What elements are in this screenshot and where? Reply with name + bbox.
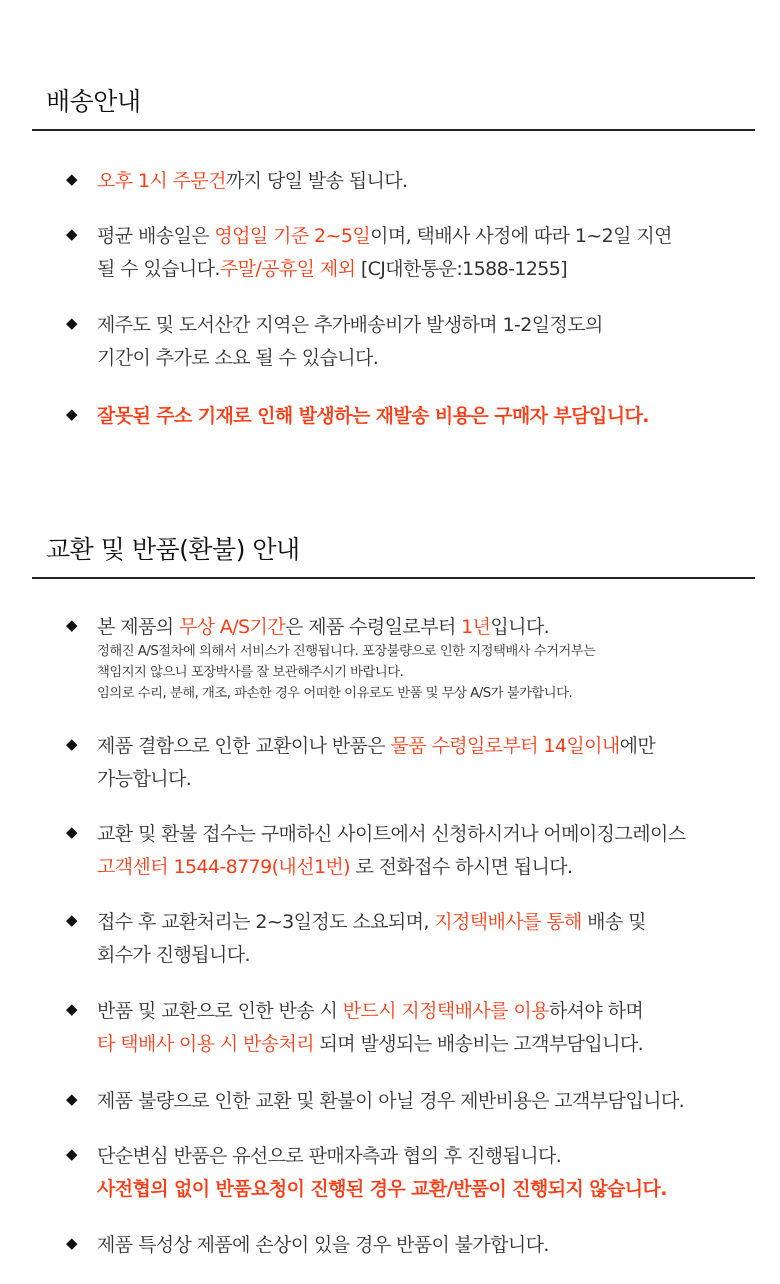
diamond-bullet-icon: ◆ — [66, 225, 78, 243]
item-text: 교환 및 환불 접수는 구매하신 사이트에서 신청하시거나 어메이징그레이스 — [97, 823, 686, 845]
item-text: 본 제품의 — [97, 616, 179, 638]
highlight-text: 지정택배사를 통해 — [434, 911, 582, 933]
returns-item-6 — [66, 1085, 746, 1118]
item-text: 배송 및 — [581, 911, 646, 933]
returns-item-8 — [66, 1229, 746, 1262]
shipping-item-2 — [66, 220, 746, 286]
shipping-section-title: 배송안내 — [46, 87, 141, 116]
diamond-bullet-icon: ◆ — [66, 405, 78, 423]
item-text: [CJ대한통운:1588-1255] — [355, 258, 568, 280]
returns-item-3 — [66, 818, 746, 884]
highlight-text: 물품 수령일로부터 14일이내 — [390, 735, 620, 757]
diamond-bullet-icon: ◆ — [66, 1145, 78, 1163]
item-text: 되며 발생되는 배송비는 고객부담입니다. — [314, 1033, 644, 1055]
highlight-text: 고객센터 1544-8779(내선1번) — [97, 856, 350, 878]
highlight-text: 타 택배사 이용 시 반송처리 — [97, 1033, 315, 1055]
note-text: 정해진 A/S절차에 의해서 서비스가 진행됩니다. 포장불량으로 인한 지정택배사 수거거부는 — [97, 644, 596, 659]
shipping-item-3 — [66, 309, 746, 375]
diamond-bullet-icon: ◆ — [66, 314, 78, 332]
highlight-text: 주말/공휴일 제외 — [219, 258, 356, 280]
item-text: 반품 및 교환으로 인한 반송 시 — [97, 1000, 343, 1022]
item-text: 하셔야 하며 — [548, 1000, 644, 1022]
diamond-bullet-icon: ◆ — [66, 1234, 78, 1252]
diamond-bullet-icon: ◆ — [66, 735, 78, 753]
returns-item-4 — [66, 906, 746, 972]
note-text: 임의로 수리, 분해, 개조, 파손한 경우 어떠한 이유로도 반품 및 무상 A/S가 불가합니다. — [97, 686, 573, 701]
item-text: 은 제품 수령일로부터 — [285, 616, 462, 638]
item-text: 제품 특성상 제품에 손상이 있을 경우 반품이 불가합니다. — [97, 1234, 549, 1256]
diamond-bullet-icon: ◆ — [66, 1090, 78, 1108]
item-text: 기간이 추가로 소요 될 수 있습니다. — [97, 347, 379, 369]
returns-item-5 — [66, 995, 746, 1061]
shipping-item-4 — [66, 400, 746, 433]
returns-item-2 — [66, 730, 746, 796]
shipping-divider — [32, 129, 755, 131]
highlight-text: 오후 1시 주문건 — [97, 170, 226, 192]
diamond-bullet-icon: ◆ — [66, 616, 78, 634]
item-text: 회수가 진행됩니다. — [97, 944, 250, 966]
item-text: 로 전화접수 하시면 됩니다. — [350, 856, 573, 878]
highlight-text: 1년 — [461, 616, 491, 638]
note-text: 책임지지 않으니 포장박사를 잘 보관해주시기 바랍니다. — [97, 665, 404, 680]
returns-item-1 — [66, 611, 746, 704]
item-text: 될 수 있습니다. — [97, 258, 220, 280]
item-text: 평균 배송일은 — [97, 225, 215, 247]
diamond-bullet-icon: ◆ — [66, 823, 78, 841]
diamond-bullet-icon: ◆ — [66, 170, 78, 188]
highlight-text: 잘못된 주소 기재로 인해 발생하는 재발송 비용은 구매자 부담입니다. — [97, 405, 649, 427]
returns-divider — [32, 577, 755, 579]
highlight-text: 반드시 지정택배사를 이용 — [342, 1000, 549, 1022]
item-text: 까지 당일 발송 됩니다. — [225, 170, 408, 192]
item-text: 접수 후 교환처리는 2~3일정도 소요되며, — [97, 911, 435, 933]
highlight-text: 무상 A/S기간 — [178, 616, 286, 638]
item-text: 제품 불량으로 인한 교환 및 환불이 아닐 경우 제반비용은 고객부담입니다. — [97, 1090, 685, 1112]
shipping-item-1 — [66, 165, 746, 198]
item-text: 단순변심 반품은 유선으로 판매자측과 협의 후 진행됩니다. — [97, 1145, 562, 1167]
item-text: 제품 결함으로 인한 교환이나 반품은 — [97, 735, 391, 757]
item-text: 에만 — [619, 735, 656, 757]
highlight-text: 영업일 기준 2~5일 — [214, 225, 371, 247]
highlight-text: 사전협의 없이 반품요청이 진행된 경우 교환/반품이 진행되지 않습니다. — [97, 1178, 667, 1200]
item-text: 이며, 택배사 사정에 따라 1~2일 지연 — [370, 225, 672, 247]
item-text: 가능합니다. — [97, 768, 192, 790]
diamond-bullet-icon: ◆ — [66, 911, 78, 929]
diamond-bullet-icon: ◆ — [66, 1000, 78, 1018]
returns-item-7 — [66, 1140, 746, 1206]
item-text: 입니다. — [490, 616, 550, 638]
returns-section-title: 교환 및 반품(환불) 안내 — [46, 535, 300, 564]
item-text: 제주도 및 도서산간 지역은 추가배송비가 발생하며 1-2일정도의 — [97, 314, 603, 336]
